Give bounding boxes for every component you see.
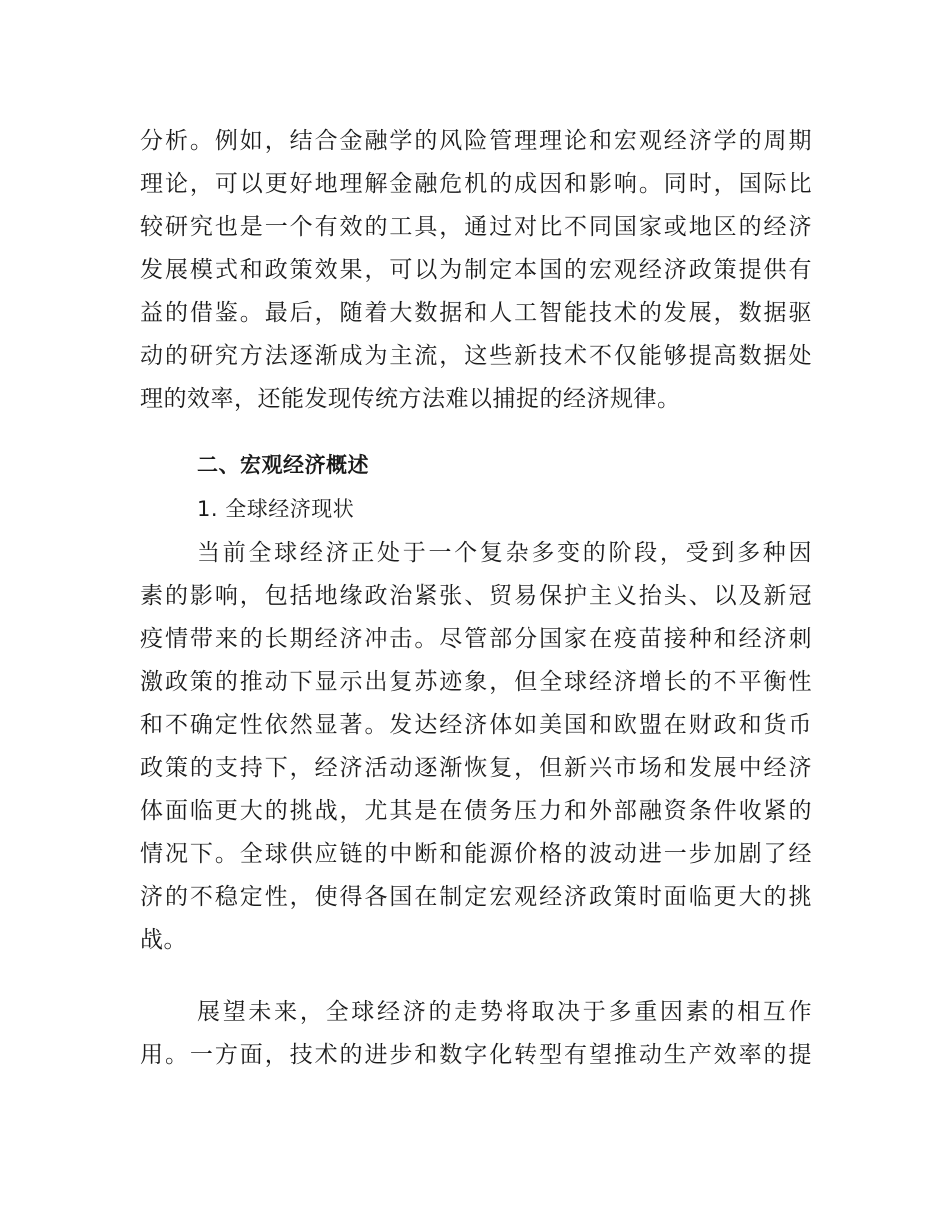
- paragraph-line: 政策的支持下，经济活动逐渐恢复，但新兴市场和发展中经济: [140, 755, 812, 781]
- paragraph-line: 当前全球经济正处于一个复杂多变的阶段，受到多种因: [197, 540, 812, 566]
- paragraph-line: 用。一方面，技术的进步和数字化转型有望推动生产效率的提: [140, 1042, 812, 1068]
- paragraph-line: 理的效率，还能发现传统方法难以捕捉的经济规律。: [140, 386, 681, 412]
- paragraph-line: 体面临更大的挑战，尤其是在债务压力和外部融资条件收紧的: [140, 798, 812, 824]
- paragraph-line: 素的影响，包括地缘政治紧张、贸易保护主义抬头、以及新冠: [140, 583, 812, 609]
- paragraph-line: 较研究也是一个有效的工具，通过对比不同国家或地区的经济: [140, 214, 812, 240]
- subsection-heading: 1. 全球经济现状: [197, 497, 355, 521]
- paragraph-line: 济的不稳定性，使得各国在制定宏观经济政策时面临更大的挑: [140, 884, 812, 910]
- paragraph-line: 益的借鉴。最后，随着大数据和人工智能技术的发展，数据驱: [140, 300, 812, 326]
- paragraph-line: 情况下。全球供应链的中断和能源价格的波动进一步加剧了经: [140, 841, 812, 867]
- paragraph-line: 疫情带来的长期经济冲击。尽管部分国家在疫苗接种和经济刺: [140, 626, 812, 652]
- paragraph-line: 动的研究方法逐渐成为主流，这些新技术不仅能够提高数据处: [140, 343, 812, 369]
- paragraph-line: 展望未来，全球经济的走势将取决于多重因素的相互作: [197, 999, 812, 1025]
- paragraph-line: 理论，可以更好地理解金融危机的成因和影响。同时，国际比: [140, 171, 812, 197]
- paragraph-line: 分析。例如，结合金融学的风险管理理论和宏观经济学的周期: [140, 128, 812, 154]
- paragraph-line: 发展模式和政策效果，可以为制定本国的宏观经济政策提供有: [140, 257, 812, 283]
- paragraph-line: 战。: [140, 927, 187, 953]
- paragraph-line: 激政策的推动下显示出复苏迹象，但全球经济增长的不平衡性: [140, 669, 812, 695]
- section-heading: 二、宏观经济概述: [197, 453, 369, 477]
- paragraph-line: 和不确定性依然显著。发达经济体如美国和欧盟在财政和货币: [140, 712, 812, 738]
